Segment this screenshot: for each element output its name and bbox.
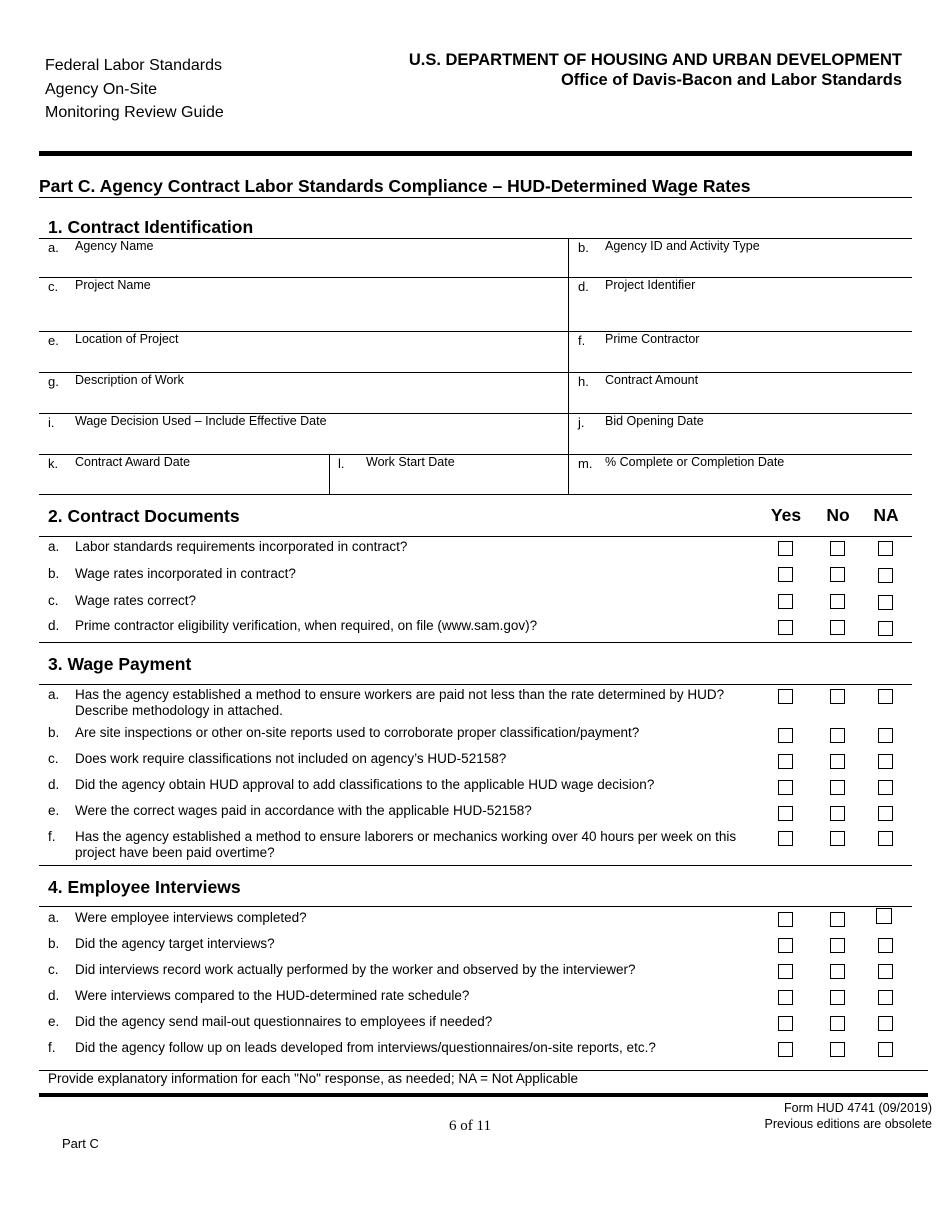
question-letter: d.: [48, 988, 60, 1003]
question-letter: b.: [48, 725, 60, 740]
obsolete-note: Previous editions are obsolete: [764, 1117, 932, 1131]
question-row: [39, 618, 912, 640]
na-checkbox[interactable]: [878, 806, 893, 821]
question-letter: e.: [48, 1014, 60, 1029]
field-letter: i.: [48, 415, 55, 430]
office-name: Office of Davis-Bacon and Labor Standards: [560, 71, 902, 89]
question-text: Were interviews compared to the HUD-determined rate schedule?: [75, 988, 470, 1003]
no-checkbox[interactable]: [830, 780, 845, 795]
yes-checkbox[interactable]: [778, 780, 793, 795]
field-completion-date[interactable]: [569, 454, 912, 494]
na-checkbox[interactable]: [878, 831, 893, 846]
field-prime-contractor[interactable]: [569, 331, 912, 372]
yes-checkbox[interactable]: [778, 831, 793, 846]
question-letter: d.: [48, 777, 60, 792]
field-letter: f.: [578, 333, 586, 348]
question-letter: b.: [48, 566, 60, 581]
field-bid-opening-date[interactable]: [569, 413, 912, 454]
na-checkbox[interactable]: [878, 689, 893, 704]
field-contract-award-date[interactable]: [39, 454, 329, 494]
na-checkbox[interactable]: [878, 1016, 893, 1031]
question-text: Did the agency follow up on leads developed from interviews/questionnaires/on-site reports, etc.?: [75, 1040, 656, 1055]
yes-checkbox[interactable]: [778, 728, 793, 743]
question-letter: d.: [48, 618, 60, 633]
question-row: [39, 1040, 912, 1062]
question-row: [39, 829, 912, 863]
column-na-header: NA: [873, 505, 899, 525]
question-letter: b.: [48, 936, 60, 951]
section-line: [39, 684, 912, 685]
question-text: Are site inspections or other on-site reports used to corroborate proper classification/payment?: [75, 725, 640, 740]
field-label: Work Start Date: [366, 455, 455, 469]
no-checkbox[interactable]: [830, 1042, 845, 1057]
section-line: [39, 906, 912, 907]
question-row: [39, 687, 912, 721]
yes-checkbox[interactable]: [778, 912, 793, 927]
field-contract-amount[interactable]: [569, 372, 912, 413]
question-letter: a.: [48, 910, 60, 925]
yes-checkbox[interactable]: [778, 541, 793, 556]
question-row: [39, 910, 912, 932]
field-letter: d.: [578, 279, 589, 294]
question-row: [39, 593, 912, 615]
question-letter: f.: [48, 1040, 56, 1055]
question-text: Does work require classifications not included on agency’s HUD-52158?: [75, 751, 507, 766]
na-checkbox[interactable]: [878, 568, 893, 583]
question-row: [39, 539, 912, 561]
na-checkbox[interactable]: [878, 541, 893, 556]
na-checkbox[interactable]: [878, 938, 893, 953]
question-row: [39, 777, 912, 799]
section-2-title: 2. Contract Documents: [48, 506, 240, 526]
field-project-name[interactable]: [39, 277, 568, 331]
question-text: Wage rates incorporated in contract?: [75, 566, 296, 581]
question-text: Were employee interviews completed?: [75, 910, 307, 925]
field-description[interactable]: [39, 372, 568, 413]
question-letter: c.: [48, 962, 59, 977]
field-letter: g.: [48, 374, 59, 389]
field-agency-id[interactable]: [569, 238, 912, 277]
no-checkbox[interactable]: [830, 689, 845, 704]
field-label: Agency ID and Activity Type: [605, 239, 760, 253]
no-checkbox[interactable]: [830, 806, 845, 821]
field-label: Agency Name: [75, 239, 154, 253]
no-checkbox[interactable]: [830, 567, 845, 582]
question-row: [39, 566, 912, 588]
na-checkbox[interactable]: [876, 908, 892, 924]
na-checkbox[interactable]: [878, 595, 893, 610]
field-letter: c.: [48, 279, 59, 294]
na-checkbox[interactable]: [878, 728, 893, 743]
field-project-identifier[interactable]: [569, 277, 912, 331]
yes-checkbox[interactable]: [778, 990, 793, 1005]
no-checkbox[interactable]: [830, 1016, 845, 1031]
guide-title-line-2: Agency On-Site: [45, 80, 158, 98]
field-letter: b.: [578, 240, 589, 255]
field-label: Wage Decision Used – Include Effective Date: [75, 414, 327, 428]
no-checkbox[interactable]: [830, 912, 845, 927]
field-label: Description of Work: [75, 373, 184, 387]
yes-checkbox[interactable]: [778, 620, 793, 635]
question-row: [39, 751, 912, 773]
section-3-title: 3. Wage Payment: [48, 654, 192, 674]
guide-title: [45, 54, 224, 125]
question-text: Did the agency send mail-out questionnaires to employees if needed?: [75, 1014, 493, 1029]
field-letter: m.: [578, 456, 593, 471]
footer-divider: [39, 1093, 928, 1097]
yes-checkbox[interactable]: [778, 938, 793, 953]
yes-checkbox[interactable]: [778, 1016, 793, 1031]
question-text: Labor standards requirements incorporated in contract?: [75, 539, 408, 554]
guide-title-line-1: Federal Labor Standards: [45, 57, 222, 74]
field-work-start-date[interactable]: [330, 454, 568, 494]
page-title: Part C. Agency Contract Labor Standards Compliance – HUD-Determined Wage Rates: [39, 176, 751, 196]
question-text: Has the agency established a method to ensure laborers or mechanics working over 40 hours per week on this project have been paid overtime?: [75, 829, 737, 860]
field-wage-decision[interactable]: [39, 413, 568, 454]
no-checkbox[interactable]: [830, 990, 845, 1005]
question-text: Did interviews record work actually performed by the worker and observed by the interviewer?: [75, 962, 636, 977]
part-label: Part C: [62, 1136, 99, 1151]
na-checkbox[interactable]: [878, 1042, 893, 1057]
guide-title-line-3: Monitoring Review Guide: [45, 104, 224, 121]
question-letter: e.: [48, 803, 60, 818]
na-checkbox[interactable]: [878, 990, 893, 1005]
field-label: Prime Contractor: [605, 332, 700, 346]
yes-checkbox[interactable]: [778, 594, 793, 609]
question-text: Wage rates correct?: [75, 593, 197, 608]
question-row: [39, 725, 912, 747]
no-checkbox[interactable]: [830, 728, 845, 743]
no-checkbox[interactable]: [830, 938, 845, 953]
section-line: [39, 865, 912, 866]
question-letter: c.: [48, 751, 59, 766]
question-letter: c.: [48, 593, 59, 608]
question-text: Prime contractor eligibility verification, when required, on file (www.sam.gov)?: [75, 618, 538, 633]
no-checkbox[interactable]: [830, 754, 845, 769]
field-letter: j.: [578, 415, 585, 430]
field-letter: k.: [48, 456, 59, 471]
section-1-title: 1. Contract Identification: [48, 217, 254, 237]
field-label: Location of Project: [75, 332, 179, 346]
field-letter: l.: [338, 456, 345, 471]
question-text: Did the agency target interviews?: [75, 936, 275, 951]
field-label: Contract Award Date: [75, 455, 191, 469]
no-checkbox[interactable]: [830, 831, 845, 846]
row-line: [39, 494, 912, 495]
explanatory-note: Provide explanatory information for each "No" response, as needed; NA = Not Applicable: [48, 1071, 579, 1086]
field-label: Project Identifier: [605, 278, 696, 292]
no-checkbox[interactable]: [830, 964, 845, 979]
field-label: Bid Opening Date: [605, 414, 704, 428]
section-line: [39, 536, 912, 537]
field-label: % Complete or Completion Date: [605, 455, 785, 469]
header-divider: [39, 151, 912, 156]
field-location[interactable]: [39, 331, 568, 372]
yes-checkbox[interactable]: [778, 1042, 793, 1057]
question-letter: a.: [48, 539, 60, 554]
question-text: Did the agency obtain HUD approval to add classifications to the applicable HUD wage decision?: [75, 777, 655, 792]
field-letter: e.: [48, 333, 59, 348]
section-line: [39, 642, 912, 643]
column-no-header: No: [826, 505, 850, 525]
title-underline: [39, 197, 912, 198]
question-row: [39, 962, 912, 984]
no-checkbox[interactable]: [830, 620, 845, 635]
department-name: U.S. DEPARTMENT OF HOUSING AND URBAN DEVELOPMENT: [408, 51, 902, 69]
field-agency-name[interactable]: [39, 238, 568, 277]
form-number: Form HUD 4741 (09/2019): [784, 1101, 932, 1115]
field-letter: a.: [48, 240, 59, 255]
field-letter: h.: [578, 374, 589, 389]
yes-checkbox[interactable]: [778, 964, 793, 979]
question-row: [39, 936, 912, 958]
section-4-title: 4. Employee Interviews: [48, 877, 241, 897]
page-number: 6 of 11: [449, 1118, 491, 1134]
na-checkbox[interactable]: [878, 754, 893, 769]
column-yes-header: Yes: [770, 505, 802, 525]
question-row: [39, 988, 912, 1010]
yes-checkbox[interactable]: [778, 689, 793, 704]
field-label: Project Name: [75, 278, 151, 292]
yes-checkbox[interactable]: [778, 754, 793, 769]
question-letter: a.: [48, 687, 60, 702]
question-text: Were the correct wages paid in accordance with the applicable HUD-52158?: [75, 803, 532, 818]
no-checkbox[interactable]: [830, 541, 845, 556]
no-checkbox[interactable]: [830, 594, 845, 609]
question-text: Has the agency established a method to ensure workers are paid not less than the rate determined by HUD? Describe methodology in attached.: [75, 687, 725, 718]
field-label: Contract Amount: [605, 373, 699, 387]
na-checkbox[interactable]: [878, 964, 893, 979]
na-checkbox[interactable]: [878, 780, 893, 795]
question-row: [39, 803, 912, 825]
question-letter: f.: [48, 829, 56, 844]
department-header: [409, 50, 902, 90]
na-checkbox[interactable]: [878, 621, 893, 636]
yes-checkbox[interactable]: [778, 806, 793, 821]
question-row: [39, 1014, 912, 1036]
yes-checkbox[interactable]: [778, 567, 793, 582]
